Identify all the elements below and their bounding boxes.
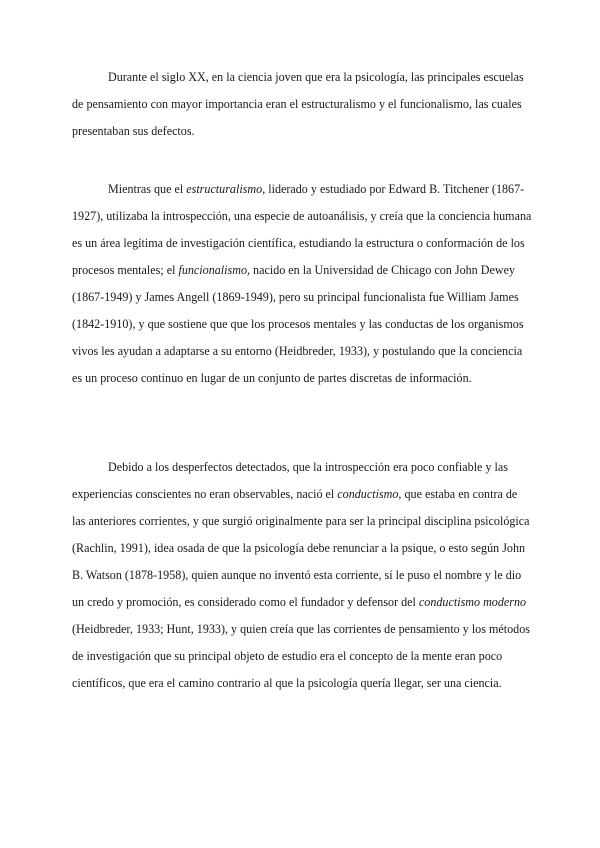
paragraph-3-text-c: (Heidbreder, 1933; Hunt, 1933), y quien creía que las corrientes de pensamiento y los métodos de investigación que su principal objeto de estudio era el concepto de la mente eran poco científicos, que era el camino contrario al que la psicología quería llegar, ser una ciencia. [72,622,530,690]
paragraph-3 [72,454,532,697]
paragraph-2-text-b: , liderado y estudiado por Edward B. Titchener (1867-1927), utilizaba la introspección, una especie de autoanálisis, y creía que la conciencia humana es un área legítima de investigación científica, estudiando la estructura o conformación de los procesos mentales; el [72,182,532,277]
paragraph-3-text-a: Debido a los desperfectos detectados, que la introspección era poco confiable y las experiencias conscientes no eran observables, nació el [72,460,508,501]
term-conductismo: conductismo [337,487,399,501]
term-funcionalismo: funcionalismo [178,263,247,277]
term-estructuralismo: estructuralismo [186,182,263,196]
paragraph-2 [72,176,532,392]
paragraph-1 [72,64,532,145]
term-conductismo-moderno: conductismo moderno [418,595,527,609]
paragraph-1-text: Durante el siglo XX, en la ciencia joven que era la psicología, las principales escuelas de pensamiento con mayor importancia eran el estructuralismo y el funcionalismo, las cuales presentaban sus defectos. [72,70,524,138]
paragraph-2-text-a: Mientras que el [108,182,187,196]
paragraph-2-text-c: , nacido en la Universidad de Chicago con John Dewey (1867-1949) y James Angell (1869-1949), pero su principal funcionalista fue William James (1842-1910), y que sostiene que que los procesos mentales y las conductas de los organismos vivos les ayudan a adaptarse a su entorno (Heidbreder, 1933), y postulando que la conciencia es un proceso continuo en lugar de un conjunto de partes discretas de información. [72,263,524,385]
paragraph-3-text-b: , que estaba en contra de las anteriores corrientes, y que surgió originalmente para ser la principal disciplina psicológica (Rachlin, 1991), idea osada de que la psicología debe renunciar a la psique, o esto según John B. Watson (1878-1958), quien aunque no inventó esta corriente, sí le puso el nombre y le dio un credo y promoción, es considerado como el fundador y defensor del [72,487,530,609]
